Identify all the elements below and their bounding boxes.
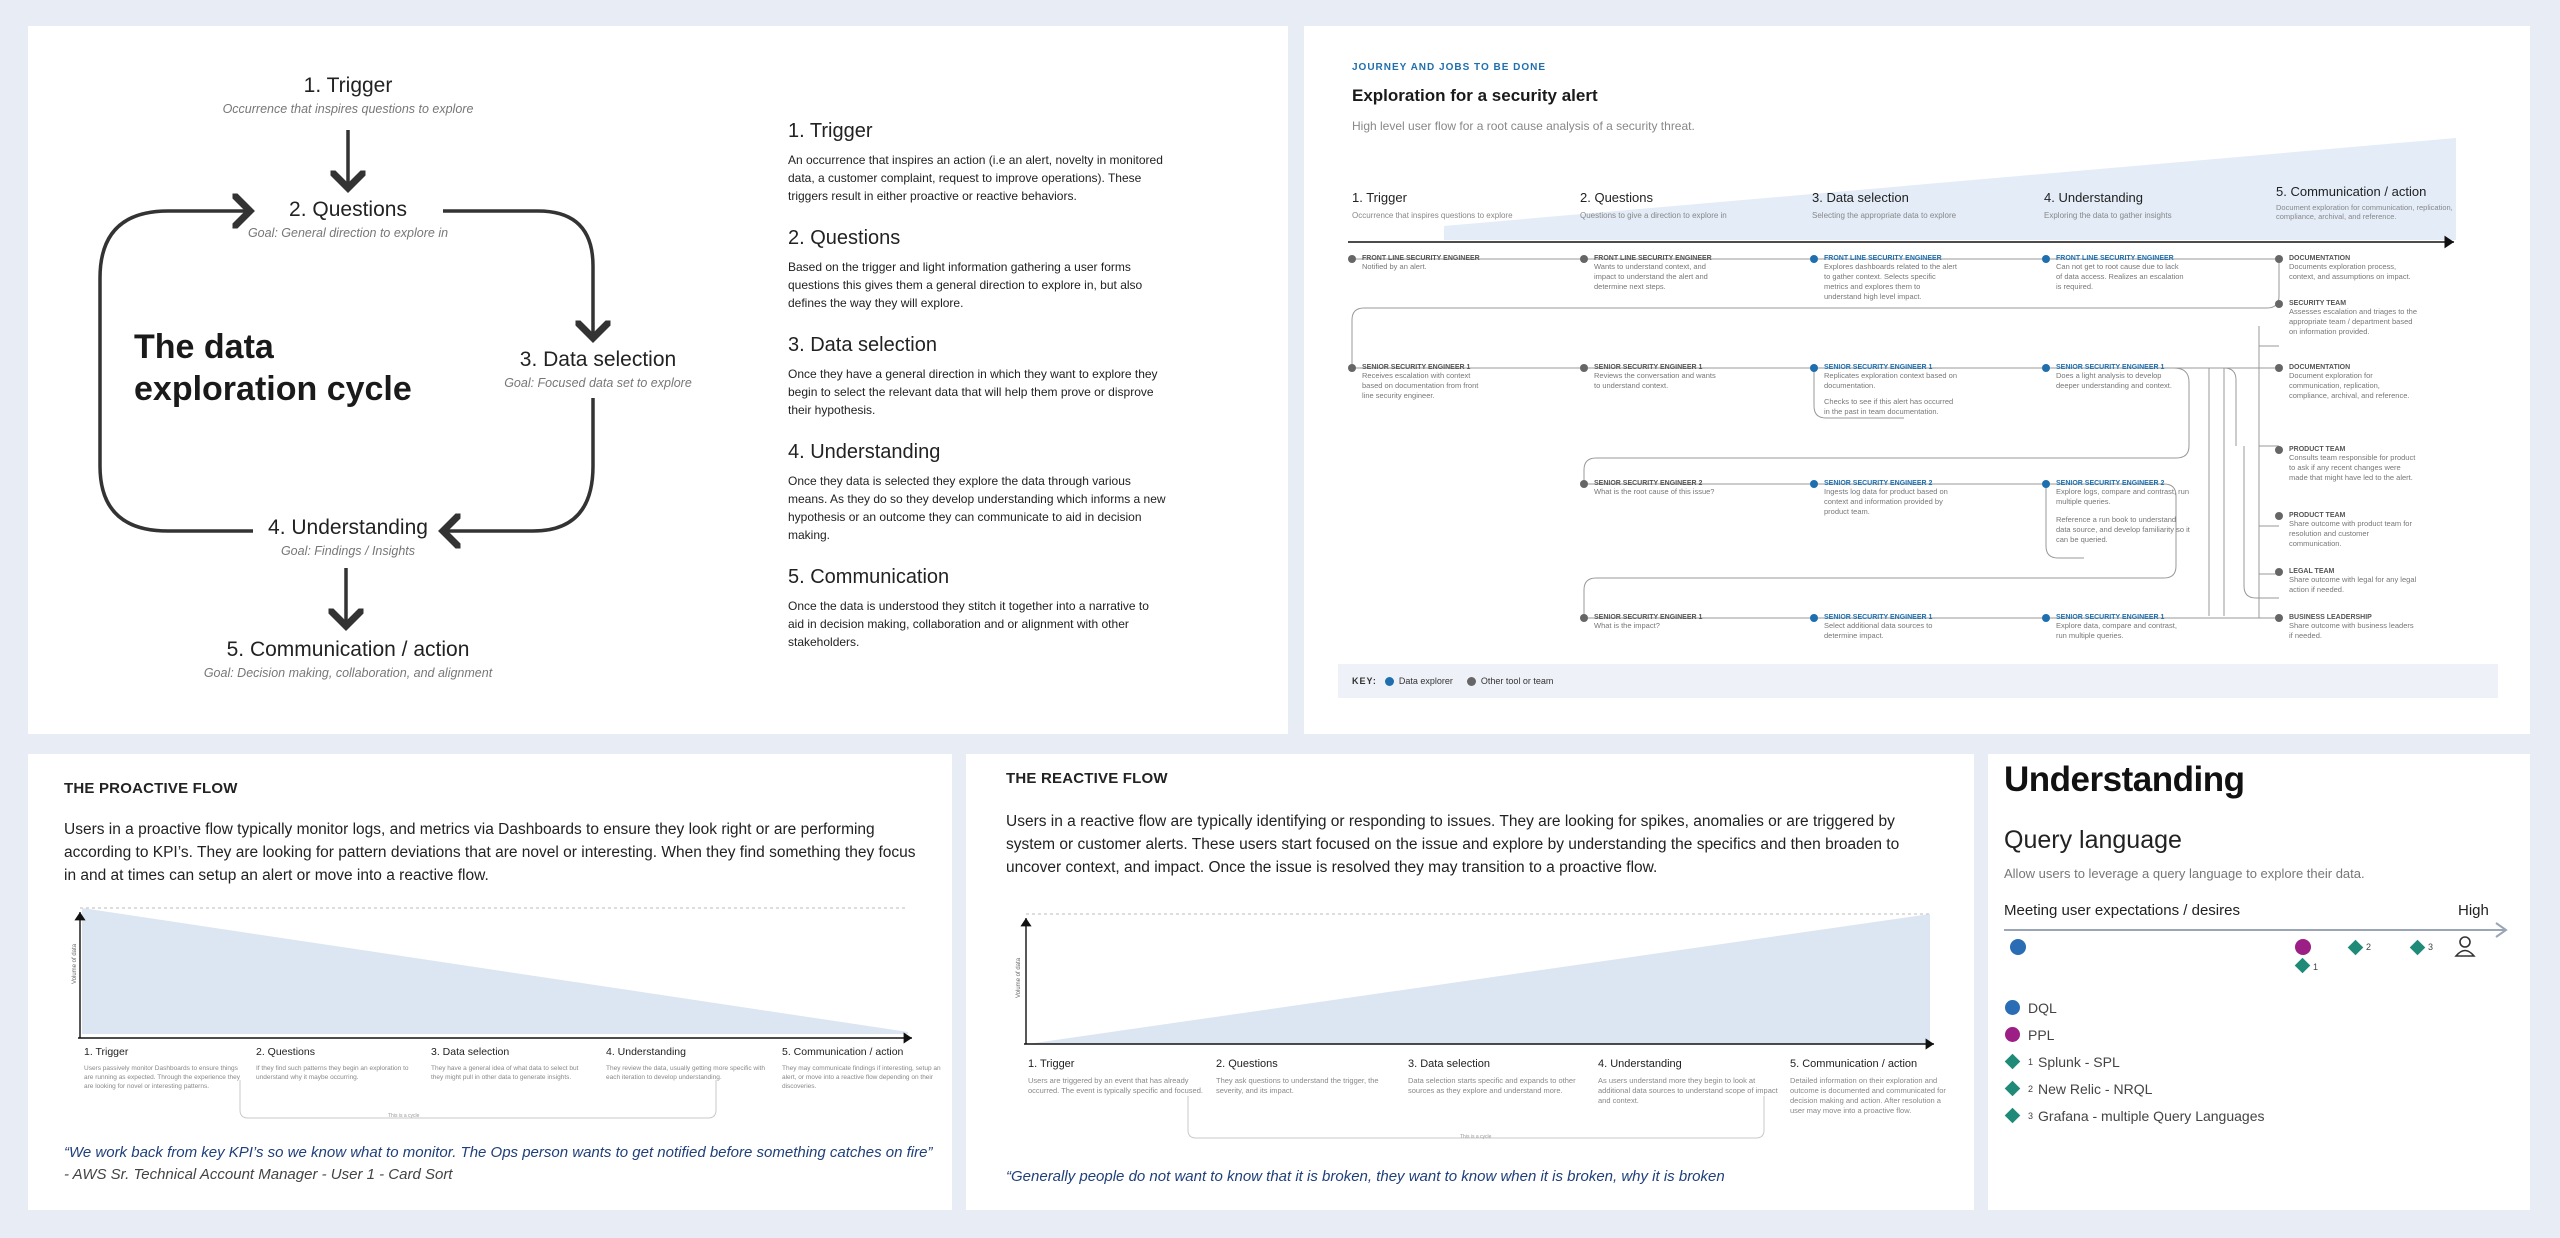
- proactive-title: THE PROACTIVE FLOW: [64, 780, 238, 797]
- legend-item-grafana: 3 Grafana - multiple Query Languages: [2004, 1102, 2264, 1129]
- journey-key: KEY: Data explorer Other tool or team: [1338, 664, 2498, 698]
- reactive-chart: [966, 754, 1974, 1210]
- proactive-quote: “We work back from key KPI’s so we know what to monitor. The Ops person wants to get notified before something catches on fire” - AWS Sr. Technical Account Manager - User 1 - Card Sort: [64, 1144, 933, 1183]
- reactive-loop-label: This is a cycle: [1460, 1134, 1492, 1140]
- journey-node: SENIOR SECURITY ENGINEER 1 What is the impact?: [1594, 614, 1703, 630]
- reactive-stage: 1. Trigger Users are triggered by an event that has already occurred. The event is typically specific and focused.: [1028, 1058, 1203, 1095]
- reactive-area: [1028, 914, 1930, 1044]
- grafana-diamond-icon: [2004, 1108, 2020, 1124]
- desc-questions: 2. Questions Based on the trigger and light information gathering a user forms questions this gives them a general direction to explore in, but also defines the way they will explore.: [788, 227, 1143, 310]
- scale-label: Meeting user expectations / desires: [2004, 902, 2240, 919]
- proactive-area: [82, 908, 908, 1034]
- proactive-stage: 5. Communication / action They may communicate findings if interesting, setup an alert, or move into a reactive flow depending on their discoveries.: [782, 1046, 941, 1090]
- cycle-step-questions: 2. Questions Goal: General direction to explore in: [247, 198, 449, 240]
- journey-node: FRONT LINE SECURITY ENGINEER Can not get to root cause due to lack of data access. Realizes an escalation is required.: [2056, 255, 2184, 291]
- journey-node: DOCUMENTATION Documents exploration process, context, and assumptions on impact.: [2289, 255, 2411, 281]
- journey-eyebrow: JOURNEY AND JOBS TO BE DONE: [1352, 62, 1547, 73]
- proactive-body: Users in a proactive flow typically monitor logs, and metrics via Dashboards to ensure they look right or are performing according to KPI’s. They are looking for pattern deviations that are novel or interesting. When they find something they focus in and at times can setup an alert or move into a reactive flow.: [64, 821, 916, 884]
- other-dot-icon: [1467, 677, 1476, 686]
- cycle-title: The data exploration cycle: [134, 328, 412, 408]
- journey-node: SENIOR SECURITY ENGINEER 2 What is the root cause of this issue?: [1594, 480, 1715, 496]
- marker-newrelic: [2348, 940, 2364, 956]
- proactive-y-axis: Volume of data: [72, 943, 78, 984]
- newrelic-diamond-icon: [2004, 1081, 2020, 1097]
- cycle-card: [28, 26, 1288, 734]
- legend-item-dql: DQL: [2004, 994, 2264, 1021]
- journey-title: Exploration for a security alert: [1352, 86, 1598, 105]
- journey-node: SENIOR SECURITY ENGINEER 2 Ingests log data for product based on context and information provided by product team.: [1824, 480, 1948, 516]
- reactive-stage: 3. Data selection Data selection starts specific and expands to other sources as they explore and understand more.: [1408, 1058, 1576, 1095]
- scale-high-label: High: [2458, 902, 2489, 919]
- journey-node: FRONT LINE SECURITY ENGINEER Notified by an alert.: [1362, 255, 1480, 271]
- dql-dot-icon: [2005, 1000, 2020, 1015]
- understanding-title: Understanding: [2004, 760, 2245, 799]
- marker-splunk-num: 1: [2313, 962, 2319, 972]
- journey-node: BUSINESS LEADERSHIP Share outcome with business leaders if needed.: [2289, 614, 2414, 640]
- arrow-selection-understanding: [443, 398, 593, 531]
- splunk-diamond-icon: [2004, 1054, 2020, 1070]
- journey-node: DOCUMENTATION Document exploration for communication, replication, compliance, archival, and reference.: [2289, 364, 2410, 400]
- cycle-step-trigger: 1. Trigger Occurrence that inspires questions to explore: [222, 74, 474, 116]
- legend-item-newrelic: 2 New Relic - NRQL: [2004, 1075, 2264, 1102]
- understanding-card: [1988, 754, 2530, 1210]
- proactive-stage: 3. Data selection They have a general idea of what data to select but they might pull in other data to generate insights.: [431, 1046, 579, 1081]
- cycle-step-communication: 5. Communication / action Goal: Decision making, collaboration, and alignment: [203, 638, 493, 680]
- marker-newrelic-num: 2: [2366, 942, 2372, 952]
- explorer-dot-icon: [1385, 677, 1394, 686]
- journey-stage-5: 5. Communication / action Document exploration for communication, replication, compliance, archival, and reference.: [2276, 184, 2453, 221]
- desc-communication: 5. Communication Once the data is understood they stitch it together into a narrative to aid in decision making, collaboration and or alignment with other stakeholders.: [788, 566, 1149, 649]
- reactive-quote: “Generally people do not want to know that it is broken, they want to know when it is broken, why it is broken: [1006, 1168, 1725, 1185]
- journey-stage-1: 1. Trigger Occurrence that inspires questions to explore: [1352, 190, 1513, 220]
- understanding-desc: Allow users to leverage a query language to explore their data.: [2004, 866, 2365, 881]
- marker-grafana-num: 3: [2428, 942, 2434, 952]
- proactive-stage: 1. Trigger Users passively monitor Dashboards to ensure things are running as expected. Through the experience they are looking for novel or interesting patterns.: [84, 1046, 240, 1090]
- marker-grafana: [2410, 940, 2426, 956]
- ppl-dot-icon: [2005, 1027, 2020, 1042]
- journey-node: LEGAL TEAM Share outcome with legal for any legal action if needed.: [2289, 568, 2417, 594]
- journey-stage-4: 4. Understanding Exploring the data to gather insights: [2044, 190, 2172, 220]
- marker-dql: [2010, 939, 2026, 955]
- journey-node: SENIOR SECURITY ENGINEER 1 Replicates exploration context based on documentation. Checks to see if this alert has occurred in the past in team documentation.: [1824, 364, 1958, 416]
- proactive-stage: 4. Understanding They review the data, usually getting more specific with each iteration to develop understanding.: [606, 1046, 765, 1081]
- reactive-stage: 2. Questions They ask questions to understand the trigger, the severity, and its impact.: [1216, 1058, 1379, 1095]
- reactive-stage: 4. Understanding As users understand more they begin to look at additional data sources to understand scope of impact and context.: [1598, 1058, 1778, 1105]
- journey-node: FRONT LINE SECURITY ENGINEER Explores dashboards related to the alert to gather context. Selects specific metrics and explores them to understand high level impact.: [1824, 255, 1957, 301]
- proactive-card: [28, 754, 952, 1210]
- desc-data-selection: 3. Data selection Once they have a general direction in which they want to explore they begin to select the relevant data that will help them prove or disprove their hypothesis.: [788, 334, 1158, 417]
- journey-node: SENIOR SECURITY ENGINEER 1 Reviews the conversation and wants to understand context.: [1594, 364, 1716, 390]
- legend-item-splunk: 1 Splunk - SPL: [2004, 1048, 2264, 1075]
- query-language-legend: [2004, 994, 2264, 1129]
- reactive-body: Users in a reactive flow are typically identifying or responding to issues. They are looking for spikes, anomalies or are triggered by system or customer alerts. These users start focused on the issue and explore by understanding the specifics and then broaden to uncover context, and impact. Once the issue is resolved they may transition to a proactive flow.: [1006, 813, 1900, 876]
- journey-node: SENIOR SECURITY ENGINEER 1 Receives escalation with context based on documentation from front line security engineer.: [1362, 364, 1479, 400]
- marker-ppl: [2295, 939, 2311, 955]
- desc-understanding: 4. Understanding Once they data is selected they explore the data through various means. As they do so they develop understanding which informs a new hypothesis or an outcome they can communicate to aid in decision making.: [788, 441, 1166, 542]
- legend-item-ppl: PPL: [2004, 1021, 2264, 1048]
- journey-stage-3: 3. Data selection Selecting the appropriate data to explore: [1812, 190, 1957, 220]
- journey-node: SENIOR SECURITY ENGINEER 1 Does a light analysis to develop deeper understanding and context.: [2056, 364, 2172, 390]
- user-icon: [2456, 937, 2474, 956]
- proactive-loop-label: This is a cycle: [388, 1113, 420, 1119]
- cycle-descriptions: [788, 120, 1168, 651]
- journey-node: SECURITY TEAM Assesses escalation and triages to the appropriate team / department based on information provided.: [2289, 300, 2417, 336]
- reactive-y-axis: Volume of data: [1016, 957, 1022, 998]
- cycle-step-understanding: 4. Understanding Goal: Findings / Insights: [268, 516, 428, 558]
- journey-stage-2: 2. Questions Questions to give a direction to explore in: [1580, 190, 1727, 220]
- journey-subtitle: High level user flow for a root cause analysis of a security threat.: [1352, 119, 1695, 133]
- understanding-subtitle: Query language: [2004, 826, 2182, 854]
- reactive-card: [966, 754, 1974, 1210]
- proactive-stage: 2. Questions If they find such patterns they begin an exploration to understand why it maybe occurring.: [256, 1046, 409, 1081]
- reactive-title: THE REACTIVE FLOW: [1006, 770, 1168, 787]
- desc-trigger: 1. Trigger An occurrence that inspires an action (i.e an alert, novelty in monitored data, a customer complaint, request to improve operations). These triggers result in either proactive or reactive behaviors.: [788, 120, 1163, 203]
- journey-card: [1304, 26, 2530, 734]
- expectation-scale: [1988, 754, 2530, 1210]
- marker-splunk: [2295, 958, 2311, 974]
- reactive-stage: 5. Communication / action Detailed information on their exploration and outcome is documented and communicated for decision making and action. After resolution a user may move into a proactive flow.: [1790, 1058, 1946, 1115]
- journey-node: PRODUCT TEAM Share outcome with product team for resolution and customer communication.: [2289, 512, 2412, 548]
- cycle-step-data-selection: 3. Data selection Goal: Focused data set to explore: [504, 348, 692, 390]
- journey-node: SENIOR SECURITY ENGINEER 1 Select additional data sources to determine impact.: [1824, 614, 1933, 640]
- journey-connectors: [1352, 259, 2279, 618]
- journey-nodes: [1348, 255, 2283, 622]
- journey-node: SENIOR SECURITY ENGINEER 1 Explore data, compare and contrast, run multiple queries.: [2056, 614, 2177, 640]
- journey-node: FRONT LINE SECURITY ENGINEER Wants to understand context, and impact to understand the alert and determine next steps.: [1594, 255, 1712, 291]
- journey-node: SENIOR SECURITY ENGINEER 2 Explore logs, compare and contrast, run multiple queries. Reference a run book to understand data source, and develop familiarity so it can be queried.: [2056, 480, 2190, 544]
- journey-node: PRODUCT TEAM Consults team responsible for product to ask if any recent changes were made that might have led to the alert.: [2289, 446, 2416, 482]
